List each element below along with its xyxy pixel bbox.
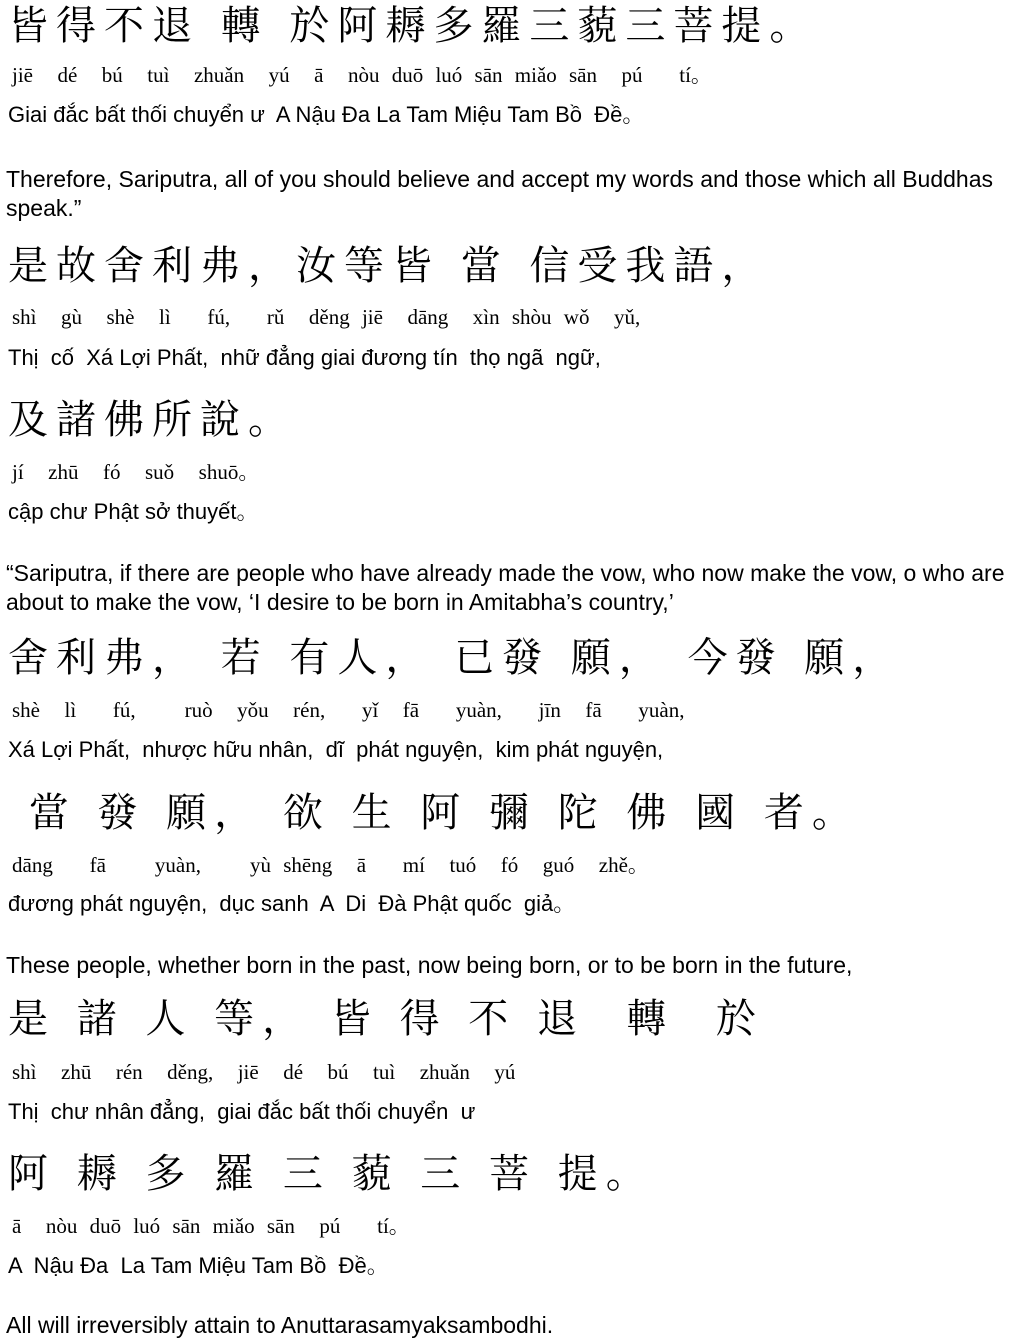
pinyin-line: shì gù shè lì fú, rǔ děng jiē dāng xìn shòu wǒ yǔ, bbox=[12, 305, 641, 329]
vietnamese-line: Thị cố Xá Lợi Phất, nhữ đẳng giai đương tín thọ ngã ngữ, bbox=[8, 345, 601, 370]
vietnamese-line: Giai đắc bất thối chuyển ư A Nậu Đa La Tam Miệu Tam Bồ Đề。 bbox=[8, 102, 645, 127]
pinyin-line: dāng fā yuàn, yù shēng ā mí tuó fó guó zhě。 bbox=[12, 853, 649, 877]
chinese-verse-line: 是故舍利弗，汝等皆 當 信受我語， bbox=[8, 243, 770, 289]
vietnamese-line: A Nậu Đa La Tam Miệu Tam Bồ Đề。 bbox=[8, 1253, 389, 1278]
vietnamese-line: đương phát nguyện, dục sanh A Di Đà Phật quốc giả。 bbox=[8, 891, 576, 916]
chinese-verse-line: 及諸佛所說。 bbox=[8, 397, 296, 443]
pinyin-line: shì zhū rén děng, jiē dé bú tuì zhuǎn yú bbox=[12, 1060, 516, 1084]
pinyin-line: jiē dé bú tuì zhuǎn yú ā nòu duō luó sān miǎo sān pú tí。 bbox=[12, 63, 712, 87]
chinese-verse-line: 阿 耨 多 羅 三 藐 三 菩 提。 bbox=[8, 1151, 654, 1197]
english-translation: Therefore, Sariputra, all of you should believe and accept my words and those which all Buddhas speak.” bbox=[6, 166, 994, 221]
vietnamese-line: Thị chư nhân đẳng, giai đắc bất thối chuyển ư bbox=[8, 1099, 476, 1124]
chinese-verse-line: 舍利弗， 若 有人， 已發 願， 今發 願， bbox=[8, 635, 901, 681]
pinyin-line: shè lì fú, ruò yǒu rén, yǐ fā yuàn, jīn fā yuàn, bbox=[12, 698, 685, 722]
vietnamese-line: Xá Lợi Phất, nhược hữu nhân, dĩ phát nguyện, kim phát nguyện, bbox=[8, 737, 664, 762]
chinese-verse-line: 是 諸 人 等， 皆 得 不 退 轉 於 bbox=[8, 996, 764, 1042]
vietnamese-line: cập chư Phật sở thuyết。 bbox=[8, 499, 259, 524]
chinese-verse-line: 當 發 願， 欲 生 阿 彌 陀 佛 國 者。 bbox=[8, 790, 860, 836]
english-translation: These people, whether born in the past, now being born, or to be born in the future, bbox=[6, 952, 853, 978]
pinyin-line: ā nòu duō luó sān miǎo sān pú tí。 bbox=[12, 1214, 410, 1238]
chinese-verse-line: 皆得不退 轉 於阿耨多羅三藐三菩提。 bbox=[8, 3, 818, 49]
english-translation: All will irreversibly attain to Anuttarasamyaksambodhi. bbox=[6, 1312, 554, 1338]
english-translation: “Sariputra, if there are people who have already made the vow, who now make the vow, o who are about to make the vow, ‘I desire to be born in Amitabha’s country,’ bbox=[6, 560, 1005, 615]
pinyin-line: jí zhū fó suǒ shuō。 bbox=[12, 460, 260, 484]
